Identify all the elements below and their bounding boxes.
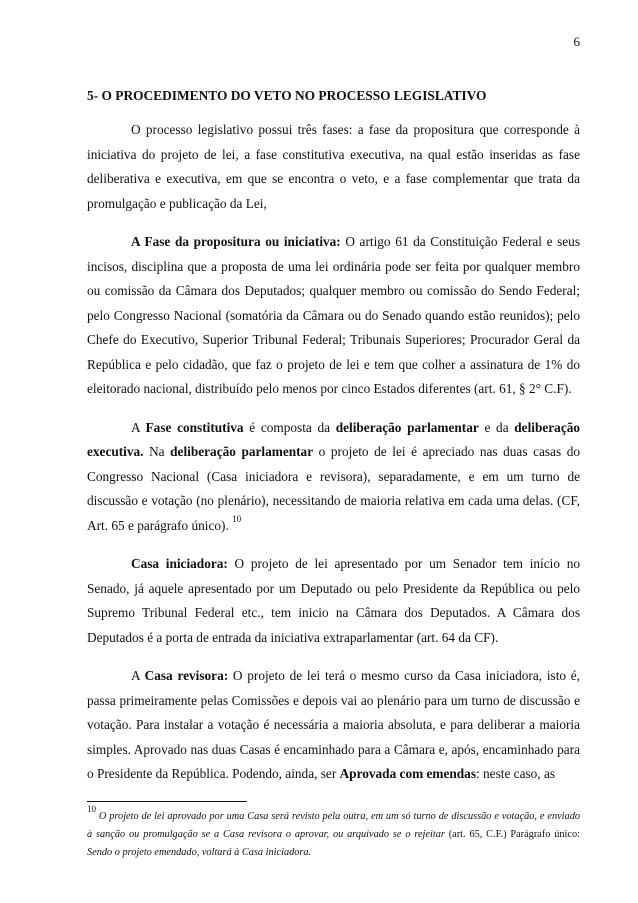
paragraph-propositura [87, 230, 580, 402]
section-heading: 5- O PROCEDIMENTO DO VETO NO PROCESSO LEGISLATIVO [87, 88, 487, 103]
bold-term: deliberação parlamentar [335, 419, 479, 435]
paragraph-text: é composta da [243, 419, 336, 435]
paragraph-text: : neste caso, as [476, 766, 556, 781]
paragraph-text: O projeto de lei apresentado por um Senador tem início no Senado, já aquele apresentado por um Deputado ou pelo Presidente da República ou pelo Supremo Tribunal Federal etc., tem inicio na Câmara dos Deputados. A Câmara dos Deputados é a porta de entrada da iniciativa extraparlamentar (art. 64 da CF). [87, 556, 581, 645]
document-body [87, 88, 580, 862]
bold-term: Casa revisora: [144, 668, 229, 683]
paragraph-text: o projeto de lei é apreciado nas duas casas do Congresso Nacional (Casa iniciadora e revisora), separadamente, e em um turno de discussão e votação (no plenário), necessitando de maioria relativa em cada uma delas. (CF, Art. 65 e parágrafo único). [87, 444, 581, 533]
footnote-number: 10 [87, 804, 96, 815]
paragraph-intro: O processo legislativo possui três fases: a fase da propositura que corresponde à iniciativa do projeto de lei, a fase constitutiva executiva, na qual estão inseridas as fase deliberativa e executiva, em que se encontra o veto, e a fase complementar que trata da promulgação e publicação da Lei, [87, 122, 580, 211]
footnote-reference[interactable]: 10 [232, 514, 242, 525]
footnote-divider [87, 801, 247, 802]
paragraph-casa-revisora [87, 664, 580, 787]
footnote-italic-text: Sendo o projeto emendado, voltará à Casa iniciadora. [87, 846, 312, 858]
footnote [87, 804, 580, 862]
paragraph-text: O projeto de lei terá o mesmo curso da Casa iniciadora, isto é, passa primeiramente pelas Comissões e depois vai ao plenário para um turno de discussão e votação. Para instalar a votação é necessária a maioria absoluta, e para deliberar a maioria simples. Aprovado nas duas Casas é encaminhado para a Câmara e, após, encaminhado para o Presidente da República. Podendo, ainda, ser [87, 668, 581, 781]
bold-term: Fase constitutiva [145, 419, 244, 435]
paragraph-text: e da [478, 419, 515, 435]
bold-term: Casa iniciadora: [131, 556, 228, 571]
bold-term: Aprovada com emendas [339, 766, 476, 781]
paragraph-text: A [131, 419, 146, 435]
paragraph-text: O artigo 61 da Constituição Federal e seus incisos, disciplina que a proposta de uma lei ordinária pode ser feita por qualquer membro ou comissão da Câmara dos Deputados; qualquer membro ou comissão do Sendo Federal; pelo Congresso Nacional (somatória da Câmara ou do Senado quando estão reunidos); pelo Chefe do Executivo, Superior Tribunal Federal; Tribunais Superiores; Procurador Geral da República e pelo cidadão, que faz o projeto de lei e tem que colher a assinatura de 1% do eleitorado nacional, distribuído pelo menos por cinco Estados diferentes (art. 61, § 2° C.F). [87, 234, 580, 396]
paragraph-casa-iniciadora [87, 552, 580, 650]
paragraph-text: A [131, 668, 145, 683]
paragraph-constitutiva [87, 416, 580, 539]
bold-term: deliberação parlamentar [170, 444, 314, 459]
paragraph-text: Na [143, 444, 171, 459]
bold-term: deliberação executiva. [87, 419, 581, 459]
bold-term: A Fase da propositura ou iniciativa: [131, 234, 341, 249]
footnote-text: (art. 65, C.F.) Parágrafo único: [444, 828, 580, 840]
page-number: 6 [573, 34, 580, 49]
footnote-italic-text: O projeto de lei aprovado por uma Casa será revisto pela outra, em um só turno de discussão e votação, e enviado à sanção ou promulgação se a Casa revisora o aprovar, ou arquivado se o rejeitar [87, 810, 580, 840]
